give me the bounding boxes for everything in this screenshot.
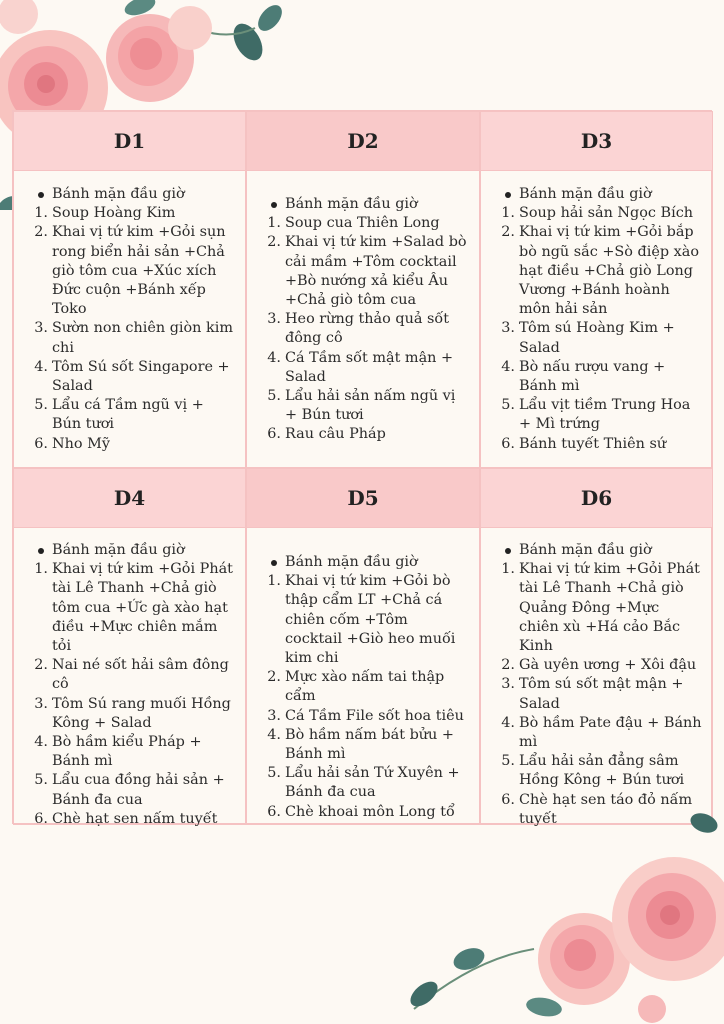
dish-item: Khai vị tứ kim +Gỏi bò thập cẩm LT +Chả cá chiên cốm +Tôm cocktail +Giò heo muối kim chi	[285, 573, 456, 667]
rose-icon	[612, 857, 724, 981]
menu-card-d2	[246, 111, 480, 468]
menu-title: D1	[14, 112, 245, 171]
menu-intro: Bánh mặn đầu giờ	[255, 195, 469, 214]
menu-card-d4	[13, 468, 246, 825]
dish-item: Rau câu Pháp	[285, 426, 386, 443]
dish-item: Soup Hoàng Kim	[52, 205, 176, 222]
rose-icon	[106, 6, 212, 102]
menu-body	[247, 528, 479, 822]
dish-item: Lẩu hải sản Tứ Xuyên + Bánh đa cua	[285, 765, 460, 801]
menu-title: D4	[14, 469, 245, 528]
menu-body	[481, 528, 712, 829]
dish-item: Tôm sú sốt mật mận + Salad	[519, 676, 684, 712]
dish-list	[22, 204, 235, 454]
dish-item: Chè hạt sen táo đỏ nấm tuyết	[519, 791, 693, 827]
menu-body	[14, 528, 245, 829]
dish-list	[255, 572, 469, 822]
dish-item: Lẩu cua đồng hải sản + Bánh đa cua	[52, 772, 225, 808]
dish-item: Khai vị tứ kim +Gỏi sụn rong biển hải sản +Chả giò tôm cua +Xúc xích Đức cuộn +Bánh xếp Toko	[52, 224, 226, 318]
menu-intro: Bánh mặn đầu giờ	[22, 541, 235, 560]
dish-item: Gà uyên ương + Xôi đậu	[519, 657, 697, 674]
menu-intro: Bánh mặn đầu giờ	[489, 185, 702, 204]
menu-intro: Bánh mặn đầu giờ	[22, 185, 235, 204]
menu-body	[14, 171, 245, 454]
dish-item: Heo rừng thảo quả sốt đông cô	[285, 311, 449, 347]
menu-title: D6	[481, 469, 712, 528]
menu-card-d3	[480, 111, 713, 468]
dish-item: Soup cua Thiên Long	[285, 215, 440, 232]
dish-item: Cá Tầm sốt mật mận + Salad	[285, 349, 454, 385]
dish-item: Khai vị tứ kim +Salad bò cải mầm +Tôm cocktail +Bò nướng xả kiểu Âu +Chả giò tôm cua	[285, 234, 467, 309]
dish-item: Cá Tầm File sốt hoa tiêu	[285, 707, 464, 724]
menu-title: D3	[481, 112, 712, 171]
dish-item: Bò nấu rượu vang + Bánh mì	[519, 358, 666, 395]
menu-intro: Bánh mặn đầu giờ	[255, 553, 469, 572]
dish-item: Bò hầm kiểu Pháp + Bánh mì	[52, 734, 202, 770]
floral-decoration-bottom-right	[394, 809, 724, 1024]
dish-item: Mực xào nấm tai thập cẩm	[285, 669, 445, 705]
dish-item: Chè khoai môn Long tổ	[285, 803, 455, 820]
rosebud-icon	[638, 995, 666, 1023]
dish-item: Bò hầm nấm bát bửu + Bánh mì	[285, 726, 454, 763]
menu-body	[247, 171, 479, 445]
dish-item: Soup hải sản Ngọc Bích	[519, 205, 694, 222]
dish-item: Bò hầm Pate đậu + Bánh mì	[519, 714, 702, 751]
menu-grid	[12, 110, 712, 827]
rosebud-icon	[0, 0, 38, 34]
dish-list	[489, 204, 702, 454]
menu-card-d6	[480, 468, 713, 825]
dish-list	[22, 560, 235, 829]
menu-intro: Bánh mặn đầu giờ	[489, 541, 702, 560]
dish-item: Bánh tuyết Thiên sứ	[519, 435, 667, 452]
dish-item: Tôm sú Hoàng Kim + Salad	[519, 320, 675, 356]
dish-item: Sườn non chiên giòn kim chi	[52, 320, 233, 356]
dish-item: Chè hạt sen nấm tuyết	[52, 810, 218, 827]
dish-item: Lẩu hải sản nấm ngũ vị + Bún tươi	[285, 388, 456, 424]
dish-item: Lẩu cá Tầm ngũ vị + Bún tươi	[52, 397, 204, 433]
menu-card-d1	[13, 111, 246, 468]
dish-item: Lẩu vịt tiềm Trung Hoa + Mì trứng	[519, 397, 691, 433]
dish-item: Nai né sốt hải sâm đông cô	[52, 657, 229, 693]
dish-item: Tôm Sú sốt Singapore + Salad	[52, 358, 230, 395]
menu-card-d5	[246, 468, 480, 825]
menu-body	[481, 171, 712, 454]
dish-item: Tôm Sú rang muối Hồng Kông + Salad	[52, 695, 231, 731]
leaf-icon	[406, 810, 720, 1019]
dish-item: Khai vị tứ kim +Gỏi bắp bò ngũ sắc +Sò điệp xào hạt điều +Chả giò Long Vương +Bánh hoành môn hải sản	[519, 224, 700, 318]
dish-item: Lẩu hải sản đẳng sâm Hồng Kông + Bún tươi	[519, 753, 685, 789]
menu-title: D2	[247, 112, 479, 171]
dish-list	[255, 214, 469, 444]
dish-item: Khai vị tứ kim +Gỏi Phát tài Lê Thanh +Chả giò Quảng Đông +Mực chiên xù +Há cảo Bắc Kinh	[519, 561, 700, 655]
dish-item: Khai vị tứ kim +Gỏi Phát tài Lê Thanh +Chả giò tôm cua +Ức gà xào hạt điều +Mực chiên mắm tỏi	[52, 561, 233, 655]
dish-item: Nho Mỹ	[52, 435, 110, 452]
dish-list	[489, 560, 702, 829]
menu-title: D5	[247, 469, 479, 528]
rose-icon	[538, 913, 630, 1005]
